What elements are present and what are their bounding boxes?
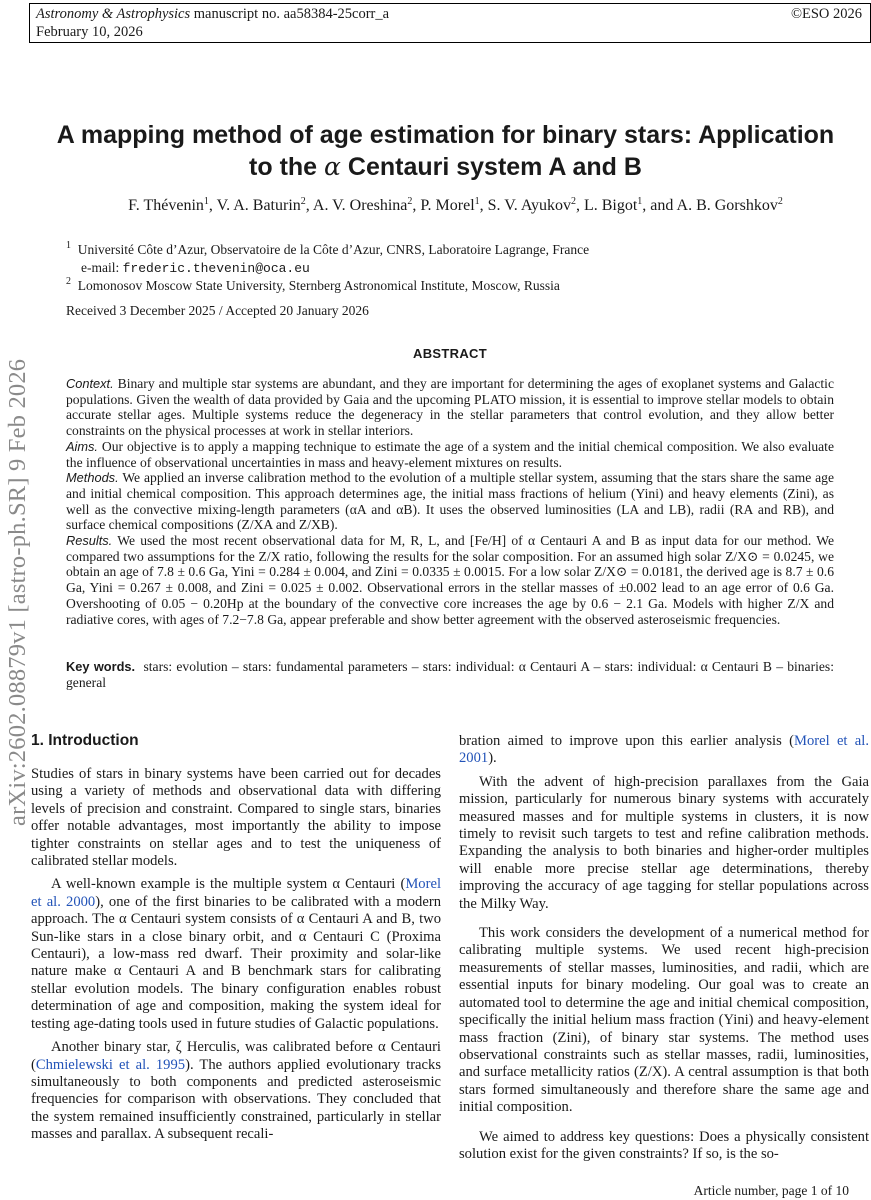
paper-title [20,119,871,183]
left-column [31,766,441,1144]
affiliation-2: $^2$ Lomonosov Moscow State University, Sternberg Astronomical Institute, Moscow, Russia [66,276,560,293]
affiliations [66,241,846,295]
citation-link[interactable]: Morel et al. 2001 [459,733,869,767]
arxiv-stamp[interactable]: arXiv:2602.08879v1 [astro-ph.SR] 9 Feb 2026 [4,358,31,826]
manuscript-number: manuscript no. aa58384-25corr_a [193,6,390,22]
email-link[interactable]: frederic.thevenin@oca.eu [122,260,310,276]
abstract-body [66,376,834,627]
citation-link[interactable]: Chmielewski et al. 1995 [35,1056,186,1073]
abstract-methods: Methods. We applied an inverse calibration method to the evolution of a multiple stellar system, assuming that the stars share the same age and initial chemical composition. This approach determines age, the initial mass fractions of helium (Yini) and heavy elements (Zini), as well as the convective mixing-length parameters (αA and αB). It uses the observed luminosities (LA and LB), radii (RA and RB), and surface chemical compositions (Z/XA and Z/XB). [66,470,835,533]
author: F. Thévenin$^1$, [128,196,217,214]
affiliation-1: $^1$ Université Côte d’Azur, Observatoire de la Côte d’Azur, CNRS, Laboratoire Lagrange, France [66,240,590,257]
running-header [29,3,871,43]
journal-name: Astronomy & Astrophysics [36,6,191,22]
paragraph: Another binary star, ζ Herculis, was calibrated before α Centauri (Chmielewski et al. 1995). The authors applied evolutionary tracks simultaneously to both components and predicted asteroseismic frequencies for comparison with observations. They concluded that the system remained insufficiently constrained, particularly in stellar masses and parallax. A subsequent recali- [31,1039,441,1143]
abstract-results: Results. We used the most recent observational data for M, R, L, and [Fe/H] of α Centauri A and B as input data for our method. We compared two assumptions for the Z/X ratio, following the results for the solar composition. For an assumed high solar Z/X⊙ = 0.0245, we obtain an age of 7.8 ± 0.6 Ga, Yini = 0.284 ± 0.004, and Zini = 0.0335 ± 0.0015. For a low solar Z/X⊙ = 0.0181, the derived age is 8.7 ± 0.6 Ga, Yini = 0.267 ± 0.008, and Zini = 0.025 ± 0.002. Observational errors in the stellar masses of ±0.002 lead to an age error of 0.6 Ga. Overshooting of 0.05 − 0.20Hp at the boundary of the convective core increases the age by 0.6 − 2.1 Ga. Models with higher Z/X and radiative cores, with ages of 7.2−7.8 Ga, appear preferable and show better agreement with the observed asteroseismic frequencies. [66,533,834,627]
page-footer: Article number, page 1 of 10 [693,1183,849,1198]
title-line-2: to the α Centauri system A and B [249,152,642,181]
author: V. A. Baturin$^2$, [216,196,313,214]
author: A. B. Gorshkov$^2$ [676,196,783,214]
received-dates: Received 3 December 2025 / Accepted 20 January 2026 [66,303,369,318]
abstract-context: Context. Binary and multiple star systems are abundant, and they are important for determining the ages of exoplanet systems and Galactic populations. Given the wealth of data provided by Gaia and the upcoming PLATO mission, it is essential to improve stellar models to obtain accurate stellar ages. Multiple systems reduce the degeneracy in the stellar parameters that control evolution, and they allow better constraints on the physical processes at work in stellar interiors. [66,376,834,439]
paragraph: Studies of stars in binary systems have been carried out for decades using a variety of methods and observational data with differing levels of precision and constraint. Compared to single stars, binaries offer notable advantages, most importantly the ability to impose tighter constraints on stellar ages and to test the uniqueness of calibrated stellar models. [31,766,441,870]
paragraph: We aimed to address key questions: Does a physically consistent solution exist for the given constraints? If so, is the so- [459,1128,869,1162]
keywords: Key words. stars: evolution – stars: fundamental parameters – stars: individual: α Centauri A – stars: individual: α Centauri B – binaries: general [66,659,834,690]
author: A. V. Oreshina$^2$, [312,196,421,214]
title-line-1: A mapping method of age estimation for binary stars: Application [56,121,835,149]
header-date: February 10, 2026 [36,24,143,40]
paragraph: A well-known example is the multiple system α Centauri (Morel et al. 2000), one of the first binaries to be calibrated with a modern approach. The α Centauri system consists of α Centauri A and B, two Sun-like stars in a close binary orbit, and α Centauri C (Proxima Centauri), a low-mass red dwarf. Their proximity and solar-like nature make α Centauri A and B benchmark stars for calibrating stellar evolution models. The binary configuration enables robust determination of age and composition, making the system ideal for testing age-dating tools used in future studies of Galactic populations. [31,876,441,1032]
abstract-heading: ABSTRACT [413,346,487,361]
author: P. Morel$^1$, [420,196,488,214]
author: S. V. Ayukov$^2$, [487,196,584,214]
paragraph: With the advent of high-precision parallaxes from the Gaia mission, particularly for numerous binary systems with accurately measured masses and for multiple systems in clusters, it is now timely to revisit such targets to test and refine calibration methods. Expanding the analysis to both binaries and higher-order multiples will enable more precise stellar age determinations, thereby improving the accuracy of age tagging for stellar populations across the Milky Way. [459,773,869,912]
header-journal-line [36,5,389,23]
paragraph: bration aimed to improve upon this earlier analysis (Morel et al. 2001). [459,733,869,767]
section-heading-introduction: 1. Introduction [31,732,139,749]
email-line: e-mail: frederic.thevenin@oca.eu [81,259,310,276]
author-list [40,196,871,216]
author: L. Bigot$^1$, and [583,196,677,214]
header-copyright: ©ESO 2026 [790,6,862,22]
citation-link[interactable]: Morel et al. 2000 [31,876,441,910]
paragraph: This work considers the development of a numerical method for calibrating multiple systems. We used recent high-precision measurements of stellar masses, luminosities, and radii, which are essential inputs for binary modeling. Our goal was to create an automated tool to determine the age and initial chemical composition, specifically the initial helium mass fraction (Yini) and heavy-element mass fraction (Zini), of binary star systems. The method uses observational constraints such as stellar masses, radii, luminosities, and surface metallicity ratios (Z/X). A central assumption is that both stars formed simultaneously and therefore share the same age and initial composition. [459,925,869,1116]
right-column [459,733,869,1163]
abstract-aims: Aims. Our objective is to apply a mapping technique to estimate the age of a system and the initial chemical composition. We also evaluate the influence of observational uncertainties in mass and heavy-element mixtures on results. [66,438,834,470]
